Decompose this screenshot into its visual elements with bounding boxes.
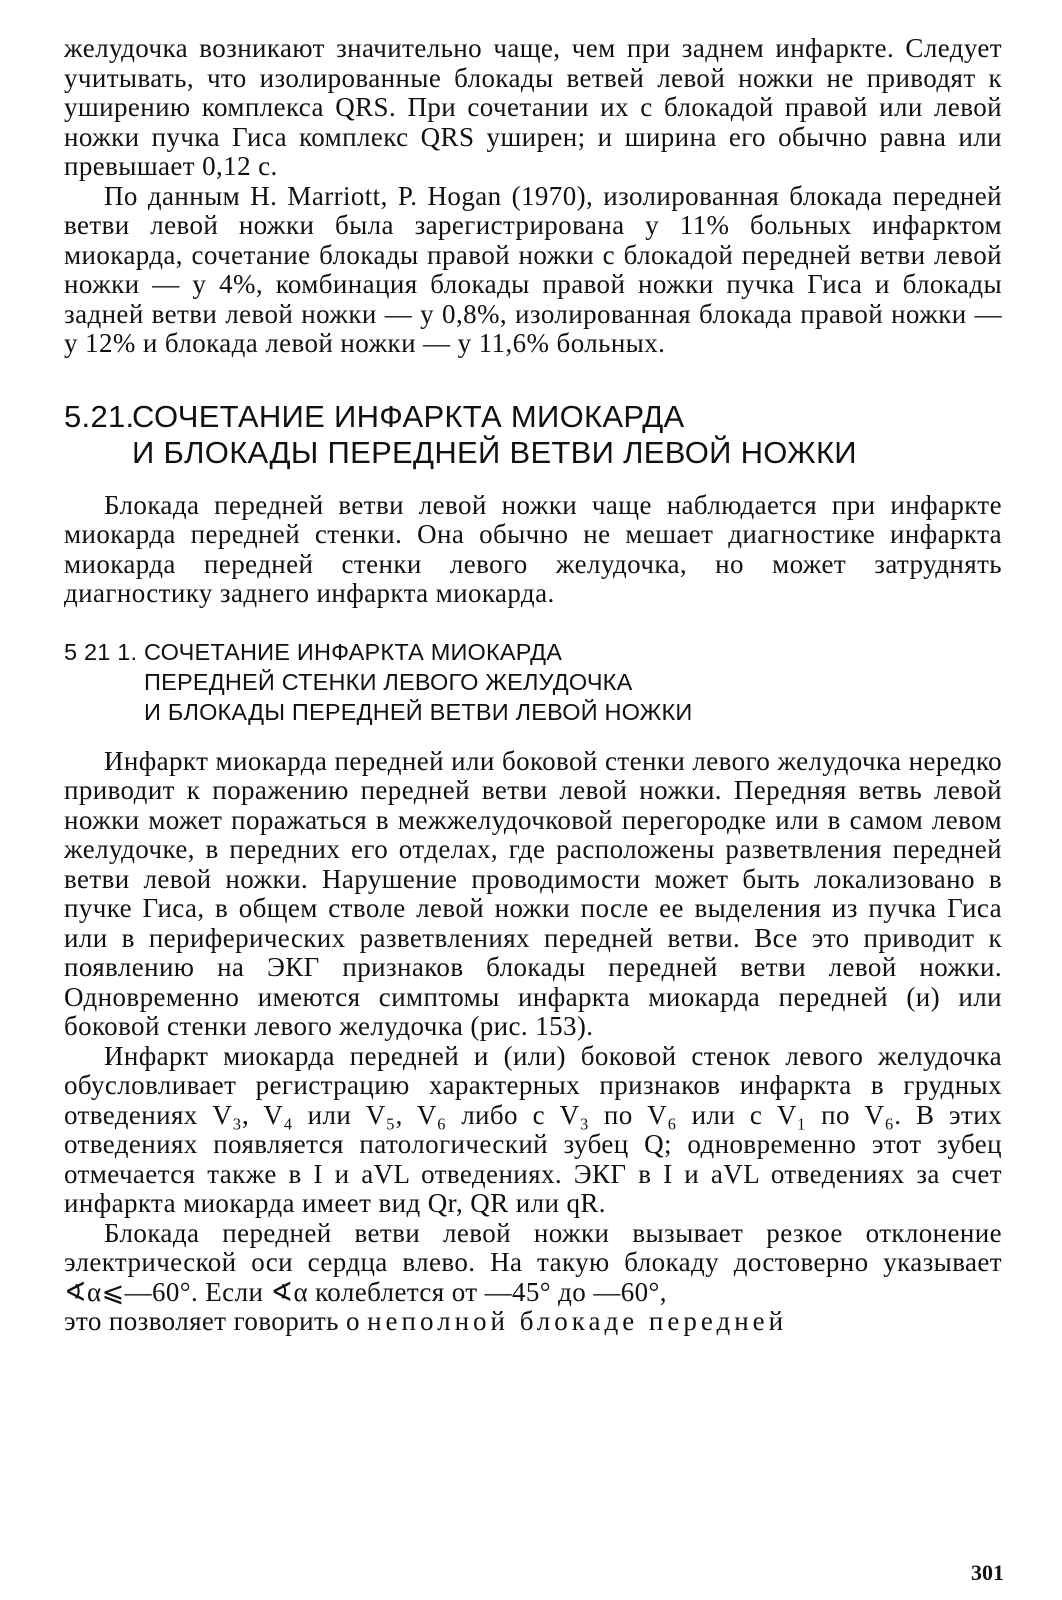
last-line <box>64 1307 1002 1337</box>
last-line-spaced: неполной блокаде передней <box>367 1306 788 1336</box>
page-number: 301 <box>971 1560 1004 1585</box>
subsection-title-line2: ПЕРЕДНЕЙ СТЕНКИ ЛЕВОГО ЖЕЛУДОЧКА <box>144 668 633 695</box>
subsection-heading <box>64 637 1002 727</box>
paragraph-marriott-hogan: По данным H. Marriott, P. Hogan (1970), изолированная блокада передней ветви левой ножки была зарегистрирована у 11% больных инфарктом миокарда, сочетание блокады правой ножки с блокадой передней ветви левой ножки — у 4%, комбинация блокады правой ножки пучка Гиса и блокады задней ветви левой ножки — у 0,8%, изолированная блокада правой ножки — у 12% и блокада левой ножки — у 11,6% больных. <box>64 180 1002 358</box>
subsection-number: 5 21 1. <box>64 638 138 665</box>
section-heading <box>64 399 1002 471</box>
section-number: 5.21. <box>64 398 135 434</box>
section-paragraph: Блокада передней ветви левой ножки чаще наблюдается при инфаркте миокарда передней стенки. Она обычно не мешает диагностике инфаркта миокарда передней стенки левого желудочка, но может затруднять диагностику заднего инфаркта миокарда. <box>64 489 1002 608</box>
paragraph-continued: желудочка возникают значительно чаще, чем при заднем инфаркте. Следует учитывать, что изолированные блокады ветвей левой ножки не приводят к уширению комплекса QRS. При сочетании их с блокадой правой или левой ножки пучка Гиса комплекс QRS уширен; и ширина его обычно равна или превышает 0,12 с. <box>64 33 1002 181</box>
section-title-line2: И БЛОКАДЫ ПЕРЕДНЕЙ ВЕТВИ ЛЕВОЙ НОЖКИ <box>132 434 857 470</box>
last-line-start: это позволяет говорить о <box>64 1306 360 1336</box>
subsection-paragraph-2: Инфаркт миокарда передней и (или) боковой стенок левого желудочка обусловливает регистрацию характерных признаков инфаркта в грудных отведениях V₃, V₄ или V₅, V₆ либо с V₃ по V₆ или с V₁ по V₆. В этих отведениях появляется патологический зубец Q; одновременно этот зубец отмечается также в I и aVL отведениях. ЭКГ в I и aVL отведениях за счет инфаркта миокарда имеет вид Qr, QR или qR. <box>64 1040 1002 1218</box>
subsection-paragraph-3: Блокада передней ветви левой ножки вызывает резкое отклонение электрической оси сердца влево. На такую блокаду достоверно указывает ∢α⩽—60°. Если ∢α колеблется от —45° до —60°, <box>64 1217 1002 1307</box>
section-title-line1: СОЧЕТАНИЕ ИНФАРКТА МИОКАРДА <box>132 398 685 434</box>
subsection-paragraph-1: Инфаркт миокарда передней или боковой стенки левого желудочка нередко приводит к поражению передней ветви левой ножки. Передняя ветвь левой ножки может поражаться в межжелудочковой перегородке или в самом левом желудочке, в передних его отделах, где расположены разветвления передней ветви левой ножки. Нарушение проводимости может быть локализовано в пучке Гиса, в общем стволе левой ножки после ее выделения из пучка Гиса или в периферических разветвлениях передней ветви. Все это приводит к появлению на ЭКГ признаков блокады передней ветви левой ножки. Одновременно имеются симптомы инфаркта миокарда передней (и) или боковой стенки левого желудочка (рис. 153). <box>64 745 1002 1041</box>
subsection-title-line3: И БЛОКАДЫ ПЕРЕДНЕЙ ВЕТВИ ЛЕВОЙ НОЖКИ <box>144 698 693 725</box>
subsection-title-line1: СОЧЕТАНИЕ ИНФАРКТА МИОКАРДА <box>144 638 563 665</box>
